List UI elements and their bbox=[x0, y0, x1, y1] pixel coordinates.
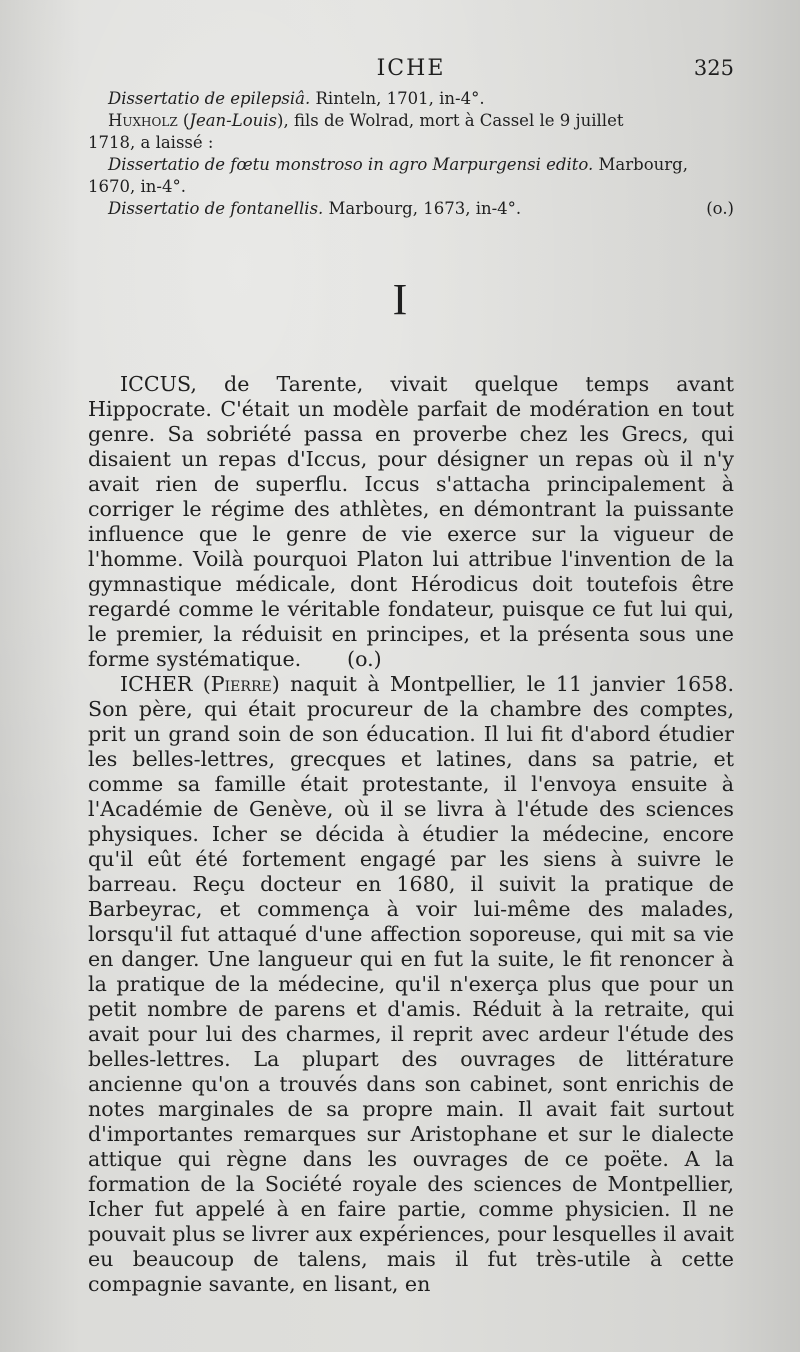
author-details: ), fils de Wolrad, mort à Cassel le 9 juillet bbox=[277, 111, 624, 130]
entry-name: ICHER bbox=[120, 672, 193, 696]
entry-text: ) naquit à Montpellier, le 11 janvier 1658. Son père, qui était procureur de la chambre des comptes, prit un grand soin de son éducation. Il lui fit d'abord étudier les belles-lettres, grecques et latines, dans sa patrie, et comme sa famille était protestante, il l'envoya ensuite à l'Académie de Genève, où il se livra à l'étude des sciences physiques. Icher se décida à étudier la médecine, encore qu'il eût été fortement engagé par les siens à suivre le barreau. Reçu docteur en 1680, il suivit la pratique de Barbeyrac, et commença à voir lui-même des malades, lorsqu'il fut attaqué d'une affection soporeuse, qui mit sa vie en danger. Une langueur qui en fut la suite, le fit renoncer à la pratique de la médecine, qu'il n'exerça plus que pour un petit nombre de parens et d'amis. Réduit à la retraite, qui avait pour lui des charmes, il reprit avec ardeur l'étude des belles-lettres. La plupart des ouvrages de littérature ancienne qu'on a trouvés dans son cabinet, sont enrichis de notes marginales de sa propre main. Il avait fait surtout d'importantes remarques sur Aristophane et sur le dialecte attique qui règne dans les ouvrages de ce poëte. A la formation de la Société royale des sciences de Montpellier, Icher fut appelé à en faire partie, comme physicien. Il ne pouvait plus se livrer aux expériences, pour lesquelles il avait eu beaucoup de talens, mais il fut très-utile à cette compagnie savante, en lisant, en bbox=[88, 672, 734, 1296]
page-number: 325 bbox=[693, 56, 734, 80]
note-line bbox=[88, 88, 734, 110]
note-line: Huxholz (Jean-Louis), fils de Wolrad, mort à Cassel le 9 juillet bbox=[108, 111, 624, 130]
entry-name: ICCUS bbox=[120, 372, 191, 396]
entry-icher: ICHER (Pierre) naquit à Montpellier, le 11 janvier 1658. Son père, qui était procureur de la chambre des comptes, prit un grand soin de son éducation. Il lui fit d'abord étudier les belles-lettres, grecques et latines, dans sa patrie, et comme sa famille était protestante, il l'envoya ensuite à l'Académie de Genève, où il se livra à l'étude des sciences physiques. Icher se décida à étudier la médecine, encore qu'il eût été fortement engagé par les siens à suivre le barreau. Reçu docteur en 1680, il suivit la pratique de Barbeyrac, et commença à voir lui-même des malades, lorsqu'il fut attaqué d'une affection soporeuse, qui mit sa vie en danger. Une langueur qui en fut la suite, le fit renoncer à la pratique de la médecine, qu'il n'exerça plus que pour un petit nombre de parens et d'amis. Réduit à la retraite, qui avait pour lui des charmes, il reprit avec ardeur l'étude des belles-lettres. La plupart des ouvrages de littérature ancienne qu'on a trouvés dans son cabinet, sont enrichis de notes marginales de sa propre main. Il avait fait surtout d'importantes remarques sur Aristophane et sur le dialecte attique qui règne dans les ouvrages de ce poëte. A la formation de la Société royale des sciences de Montpellier, Icher fut appelé à en faire partie, comme physicien. Il ne pouvait plus se livrer aux expériences, pour lesquelles il avait eu beaucoup de talens, mais il fut très-utile à cette compagnie savante, en lisant, en bbox=[88, 672, 734, 1296]
entry-text: , de Tarente, vivait quelque temps avant Hippocrate. C'était un modèle parfait de modération en tout genre. Sa sobriété passa en proverbe chez les Grecs, qui disaient un repas d'Iccus, pour désigner un repas où il n'y avait rien de superflu. Iccus s'attacha principalement à corriger le régime des athlètes, en démontrant la puissante influence que le genre de vie exerce sur la vigueur de l'homme. Voilà pourquoi Platon lui attribue l'invention de la gymnastique médicale, dont Hérodicus doit toutefois être regardé comme le véritable fondateur, puisque ce fut lui qui, le premier, la réduisit en principes, et la présenta sous une forme systématique. bbox=[88, 372, 734, 671]
note-line: 1670, in-4°. bbox=[88, 177, 186, 196]
work-details: Rinteln, 1701, in-4°. bbox=[310, 89, 485, 108]
author-surname: Huxholz bbox=[108, 111, 178, 130]
work-details: Marbourg, 1673, in-4°. bbox=[323, 199, 522, 218]
note-line bbox=[88, 198, 734, 220]
work-details: Marbourg, bbox=[593, 155, 688, 174]
section-letter: I bbox=[392, 275, 408, 324]
page-header bbox=[88, 56, 734, 88]
note-line bbox=[88, 154, 734, 176]
work-title: Dissertatio de fontanellis. bbox=[108, 199, 324, 218]
bibliography-notes bbox=[88, 88, 734, 220]
entry-signature: (o.) bbox=[347, 647, 382, 671]
entry-iccus bbox=[88, 372, 734, 672]
entries-body bbox=[88, 372, 734, 1297]
author-given-name: Jean-Louis bbox=[189, 111, 278, 130]
author-signature: (o.) bbox=[706, 199, 734, 218]
work-title: Dissertatio de fœtu monstroso in agro Marpurgensi edito. bbox=[108, 155, 594, 174]
work-title: Dissertatio de epilepsiâ. bbox=[108, 89, 311, 108]
entry-given-name: Pierre bbox=[210, 672, 272, 696]
running-title: ICHE bbox=[376, 56, 446, 81]
note-line: 1718, a laissé : bbox=[88, 133, 214, 152]
